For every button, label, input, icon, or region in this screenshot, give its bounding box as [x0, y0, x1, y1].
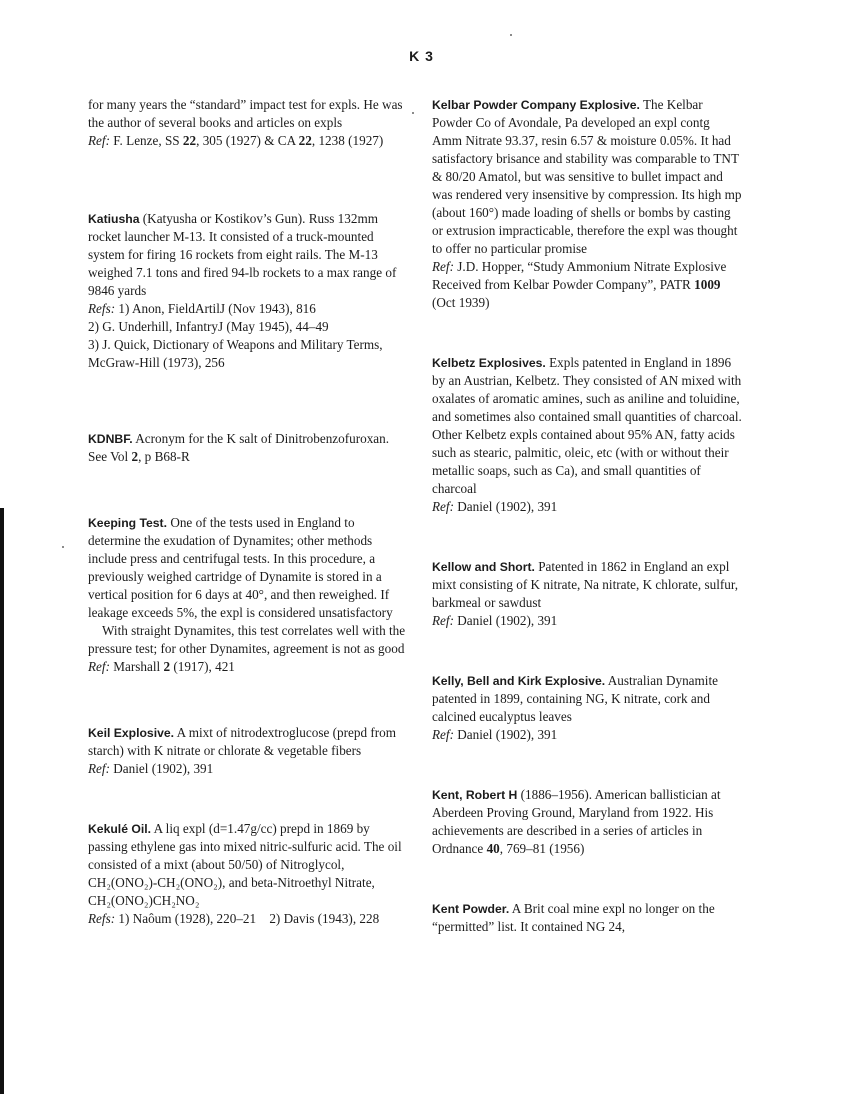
entry-heading: Kent, Robert H [432, 788, 518, 802]
ref-label: Ref: [88, 659, 110, 674]
ref-text: , 1238 (1927) [311, 133, 384, 148]
scan-speck [62, 546, 64, 548]
ref-text: Daniel (1902), 391 [453, 499, 558, 514]
entry-kdnbf [88, 430, 408, 466]
ref-label: Ref: [88, 761, 110, 776]
ref-text: , 305 (1927) & CA [196, 133, 299, 148]
entry-heading: Keeping Test. [88, 516, 168, 530]
page-number: K 3 [409, 48, 434, 64]
entry-kekule-oil [88, 820, 408, 928]
ref-item: 2) Davis (1943), 228 [269, 911, 380, 926]
entry-kellow-short [432, 558, 742, 630]
entry-katiusha [88, 210, 408, 372]
volume-number: 40 [486, 841, 500, 856]
entry-kelbar [432, 96, 742, 312]
entry-heading: Kent Powder. [432, 902, 510, 916]
entry-heading: KDNBF. [88, 432, 133, 446]
entry-kent-robert [432, 786, 742, 858]
left-margin-rule [0, 508, 4, 1094]
entry-heading: Kelly, Bell and Kirk Explosive. [432, 674, 606, 688]
entry-keil-explosive [88, 724, 408, 778]
entry-heading: Keil Explosive. [88, 726, 175, 740]
entry-heading: Katiusha [88, 212, 140, 226]
chemical-formula: CH₂(ONO₂)CH₂NO₂ [88, 893, 200, 908]
entry-heading: Kelbetz Explosives. [432, 356, 546, 370]
left-column [88, 96, 408, 928]
entry-text: , p B68-R [138, 449, 190, 464]
ref-label: Ref: [432, 499, 454, 514]
entry-text: Acronym for the K salt of Dinitrobenzofuroxan. See Vol [88, 431, 390, 464]
ref-item: 2) G. Underhill, InfantryJ (May 1945), 44–49 [88, 319, 329, 334]
ref-label: Ref: [432, 727, 454, 742]
ref-text: Daniel (1902), 391 [453, 613, 558, 628]
entry-text: A mixt of nitrodextroglucose (prepd from starch) with K nitrate or chlorate & vegetable fibers [88, 725, 396, 758]
refs-label: Refs: [88, 911, 116, 926]
ref-text: Daniel (1902), 391 [453, 727, 558, 742]
entry-text: One of the tests used in England to determine the exudation of Dynamites; other methods include press and centrifugal tests. In this procedure, a previously weighed cartridge of Dynamite is stored in a vertical position for 6 days at 40°, and then reweighed. If leakage exceeds 5%, the expl is considered unsatisfactory [88, 515, 393, 620]
entry-text: , and beta-Nitroethyl Nitrate, [222, 875, 375, 890]
ref-volume: 22 [182, 133, 197, 148]
entry-text: (Katyusha or Kostikov’s Gun). Russ 132mm rocket launcher M-13. It consisted of a truck-mounted system for firing 16 rockets from eight rails. The M-13 weighed 7.1 tons and fired 94-lb rockets to a max range of 9846 yards [88, 211, 397, 298]
refs-label: Refs: [88, 301, 116, 316]
ref-item: 1) Naôum (1928), 220–21 [115, 911, 257, 926]
ref-text: Daniel (1902), 391 [109, 761, 214, 776]
chemical-formula: CH₂(ONO₂)-CH₂(ONO₂) [88, 875, 223, 890]
entry-text: Australian Dynamite patented in 1899, containing NG, K nitrate, cork and calcined eucalyptus leaves [432, 673, 718, 724]
ref-text: J.D. Hopper, “Study Ammonium Nitrate Explosive Received from Kelbar Powder Company”, PATR [432, 259, 727, 292]
entry-text: A Brit coal mine expl no longer on the “permitted” list. It contained NG 24, [432, 901, 715, 934]
entry-text: for many years the “standard” impact test for expls. He was the author of several books and articles on expls [88, 97, 403, 130]
entry-text: , 769–81 (1956) [499, 841, 585, 856]
entry-text: Patented in 1862 in England an expl mixt consisting of K nitrate, Na nitrate, K chlorate, sulfur, barkmeal or sawdust [432, 559, 739, 610]
right-column [432, 96, 742, 936]
scan-speck [412, 112, 414, 114]
entry-heading: Kellow and Short. [432, 560, 535, 574]
ref-text: F. Lenze, SS [113, 133, 183, 148]
entry-text: The Kelbar Powder Co of Avondale, Pa developed an expl contg Amm Nitrate 93.37, resin 6.57 & moisture 0.05%. It had satisfactory brisance and stability was comparable to TNT & 80/20 Amatol, but was sensitive to bullet impact and was rendered very insensitive by compression. Its high mp (about 160°) made loading of shells or bombs by casting or extrusion impracticable, therefore the expl was thought to offer no particular promise [432, 97, 742, 256]
entry-continuation [88, 96, 408, 150]
entry-text: With straight Dynamites, this test correlates well with the pressure test; for other Dynamites, agreement is not as good [88, 623, 406, 656]
scan-speck [510, 34, 512, 36]
ref-label: Ref: [88, 133, 110, 148]
entry-text: Expls patented in England in 1896 by an Austrian, Kelbetz. They consisted of AN mixed with oxalates of aromatic amines, such as aniline and toluidine, and sometimes also contained small quantities of charcoal. Other Kelbetz expls contained about 95% AN, fatty acids such as stearic, palmitic, oleic, etc (with or without their metallic soaps, such as Ca), and small quantities of charcoal [432, 355, 742, 496]
ref-label: Ref: [432, 613, 454, 628]
ref-text: (Oct 1939) [432, 295, 490, 310]
ref-volume: 2 [163, 659, 171, 674]
entry-kelbetz [432, 354, 742, 516]
ref-label: Ref: [432, 259, 454, 274]
entry-text: (1886–1956). American ballistician at Aberdeen Proving Ground, Maryland from 1922. His achievements are described in a series of articles in Ordnance [432, 787, 721, 856]
ref-text: (1917), 421 [170, 659, 235, 674]
entry-kelly-bell-kirk [432, 672, 742, 744]
ref-text: Marshall [109, 659, 164, 674]
entry-heading: Kekulé Oil. [88, 822, 151, 836]
ref-item: 1) Anon, FieldArtilJ (Nov 1943), 816 [115, 301, 316, 316]
entry-heading: Kelbar Powder Company Explosive. [432, 98, 640, 112]
ref-volume: 22 [298, 133, 312, 148]
entry-keeping-test [88, 514, 408, 676]
ref-item: 3) J. Quick, Dictionary of Weapons and Military Terms, McGraw-Hill (1973), 256 [88, 337, 383, 370]
volume-number: 2 [131, 449, 139, 464]
entry-text: A liq expl (d=1.47g/cc) prepd in 1869 by passing ethylene gas into mixed nitric-sulfuric acid. The oil consisted of a mixt (about 50/50) of Nitroglycol, [88, 821, 402, 872]
ref-number: 1009 [694, 277, 721, 292]
entry-kent-powder [432, 900, 742, 936]
